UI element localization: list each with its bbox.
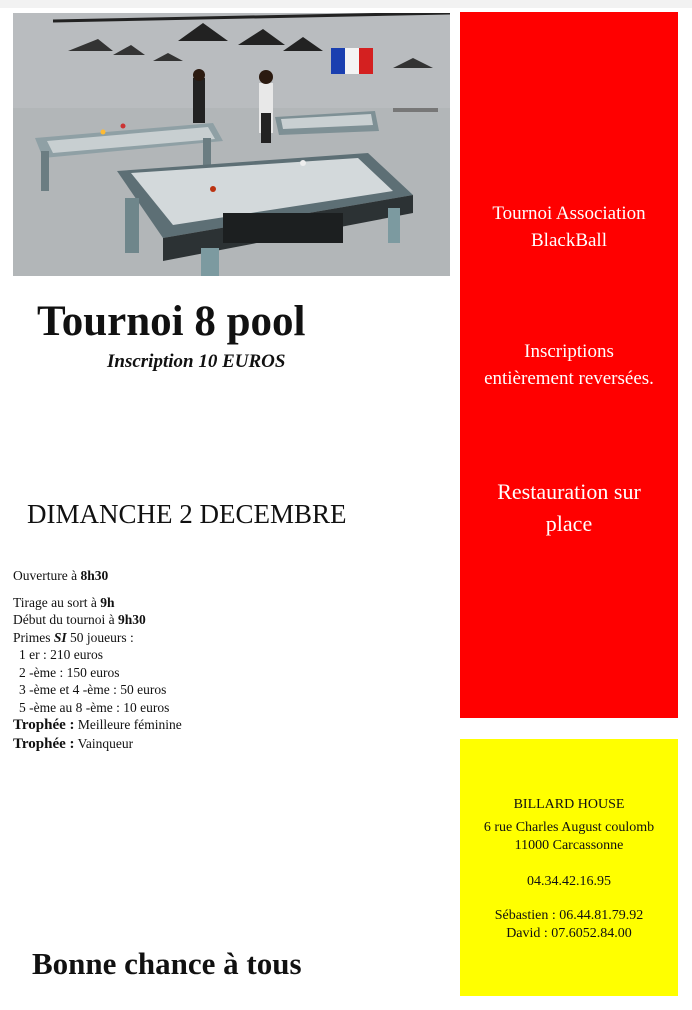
- venue-address-street: 6 rue Charles August coulomb: [483, 820, 655, 835]
- inscriptions-line-2: entièrement reversées.: [484, 368, 654, 389]
- inscription-fee: Inscription 10 EUROS: [107, 351, 286, 372]
- venue-name: BILLARD HOUSE: [513, 797, 625, 812]
- association-line-1: Tournoi Association: [492, 203, 646, 224]
- start-line: [13, 611, 182, 629]
- prizes-prefix: Primes: [13, 629, 54, 645]
- trophy-label: Trophée :: [13, 717, 75, 733]
- prizes-si: SI: [53, 629, 67, 645]
- prizes-line: [13, 629, 182, 647]
- schedule-details: [13, 567, 182, 753]
- prize-line: 3 -ème et 4 -ème : 50 euros: [19, 682, 167, 697]
- trophy-winner: Vainqueur: [74, 735, 134, 751]
- contact-panel-yellow: [460, 739, 678, 996]
- venue-phone: 04.34.42.16.95: [527, 874, 611, 889]
- top-bar: [0, 0, 692, 8]
- association-block: [460, 200, 678, 254]
- event-date: DIMANCHE 2 DECEMBRE: [27, 499, 347, 529]
- opening-line: [13, 567, 182, 585]
- draw-label: Tirage au sort à: [13, 594, 101, 610]
- tournament-title: Tournoi 8 pool: [37, 298, 306, 345]
- trophy-line-feminine: [13, 716, 182, 735]
- inscriptions-block: [460, 338, 678, 392]
- contact-david: David : 07.6052.84.00: [506, 926, 632, 941]
- start-label: Début du tournoi à: [13, 612, 118, 627]
- start-time: 9h30: [117, 612, 146, 627]
- trophy-feminine: Meilleure féminine: [74, 717, 182, 732]
- catering-line-1: Restauration sur: [497, 479, 641, 504]
- opening-label: Ouverture à: [13, 568, 81, 583]
- inscriptions-line-1: Inscriptions: [524, 341, 614, 362]
- contact-sebastien: Sébastien : 06.44.81.79.92: [494, 908, 644, 923]
- good-luck-message: Bonne chance à tous: [32, 946, 302, 981]
- prize-line: 5 -ème au 8 -ème : 10 euros: [19, 699, 170, 715]
- pool-hall-photo: [13, 13, 450, 276]
- association-line-2: BlackBall: [531, 230, 607, 251]
- opening-time: 8h30: [80, 568, 109, 583]
- trophy-label: Trophée :: [13, 735, 75, 752]
- venue-address-city: 11000 Carcassonne: [514, 838, 624, 853]
- draw-line: [13, 594, 182, 612]
- prizes-suffix: 50 joueurs :: [66, 629, 134, 645]
- info-panel-red: [460, 12, 678, 718]
- catering-block: [460, 476, 678, 540]
- trophy-line-winner: [13, 735, 182, 754]
- prize-line: 1 er : 210 euros: [19, 647, 103, 662]
- draw-time: 9h: [100, 594, 115, 610]
- prize-line: 2 -ème : 150 euros: [19, 664, 120, 680]
- catering-line-2: place: [545, 511, 593, 536]
